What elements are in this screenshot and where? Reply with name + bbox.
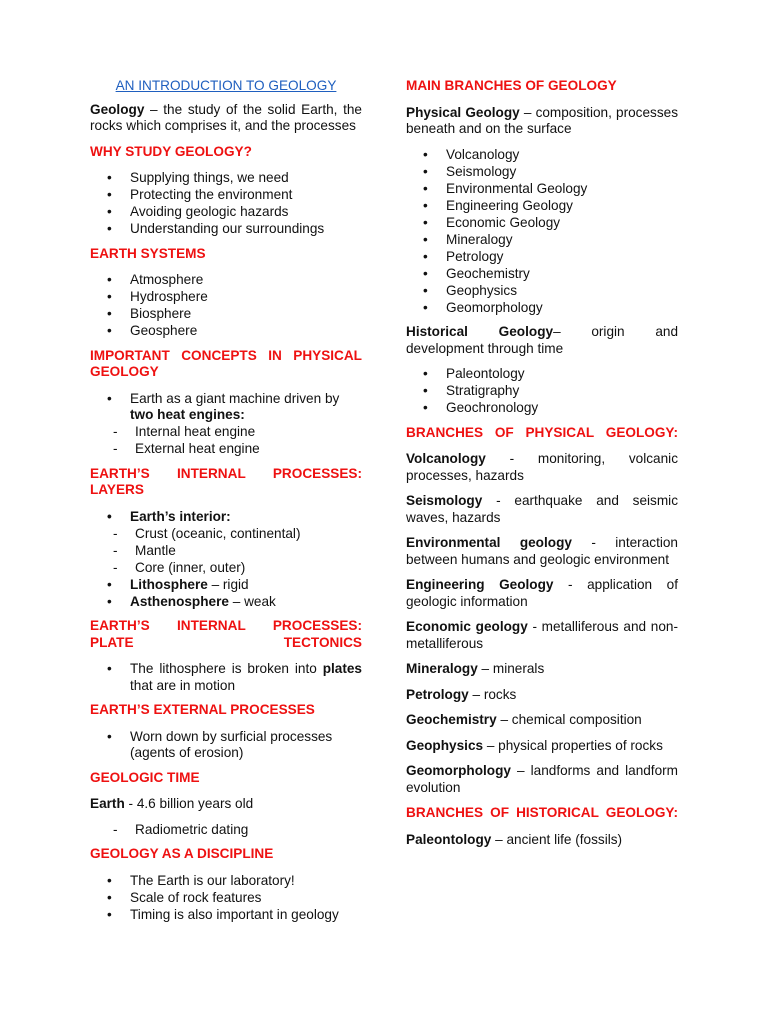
definition-text: – chemical composition bbox=[496, 712, 642, 727]
list-item: • Biosphere bbox=[90, 306, 362, 323]
list-item: • Geochemistry bbox=[406, 266, 678, 283]
definition-term: Mineralogy bbox=[406, 661, 478, 676]
definition-text: - interaction between humans and geologic environment bbox=[406, 535, 678, 567]
list-item bbox=[90, 661, 362, 694]
definition bbox=[406, 577, 678, 610]
physical-geology-term: Physical Geology bbox=[406, 104, 520, 120]
definition-text: - earthquake and seismic waves, hazards bbox=[406, 493, 678, 525]
tectonics-list bbox=[90, 661, 362, 694]
physical-geology-definition bbox=[406, 105, 678, 138]
main-branches-heading: MAIN BRANCHES OF GEOLOGY bbox=[406, 78, 617, 93]
list-item: • Earth’s interior: bbox=[90, 509, 362, 526]
list-item: - Radiometric dating bbox=[90, 822, 362, 839]
lithosphere-text: – rigid bbox=[207, 576, 249, 592]
definition-term: Volcanology bbox=[406, 451, 486, 466]
definition bbox=[406, 738, 678, 755]
list-item: • Supplying things, we need bbox=[90, 170, 362, 187]
definition-term: Economic geology bbox=[406, 619, 528, 634]
geology-term: Geology bbox=[90, 101, 145, 117]
list-item: • Economic Geology bbox=[406, 215, 678, 232]
paleontology-text: – ancient life (fossils) bbox=[491, 831, 623, 847]
concepts-list bbox=[90, 391, 362, 458]
definition-term: Geochemistry bbox=[406, 712, 497, 727]
list-item: • Geomorphology bbox=[406, 300, 678, 317]
definition-text: – landforms and landform evolution bbox=[406, 763, 678, 795]
list-item: - Internal heat engine bbox=[90, 424, 362, 441]
definition bbox=[406, 451, 678, 484]
earth-age bbox=[90, 796, 362, 813]
definition bbox=[406, 661, 678, 678]
definition bbox=[406, 687, 678, 704]
list-item bbox=[90, 577, 362, 594]
list-item: • Timing is also important in geology bbox=[90, 907, 362, 924]
external-processes-heading: EARTH’S EXTERNAL PROCESSES bbox=[90, 702, 315, 717]
paleontology-term: Paleontology bbox=[406, 831, 492, 847]
historical-branches-heading: BRANCHES OF HISTORICAL GEOLOGY: bbox=[406, 805, 678, 820]
earth-age-text: - 4.6 billion years old bbox=[124, 796, 254, 811]
definition-text: – minerals bbox=[477, 661, 545, 676]
discipline-heading: GEOLOGY AS A DISCIPLINE bbox=[90, 846, 274, 861]
definition-term: Engineering Geology bbox=[406, 577, 554, 592]
layers-heading: EARTH’S INTERNAL PROCESSES: LAYERS bbox=[90, 465, 362, 497]
list-item: - Core (inner, outer) bbox=[90, 560, 362, 577]
list-item: • The Earth is our laboratory! bbox=[90, 873, 362, 890]
definition-term: Petrology bbox=[406, 686, 469, 702]
physical-branches-heading: BRANCHES OF PHYSICAL GEOLOGY: bbox=[406, 424, 678, 440]
list-item: • Understanding our surroundings bbox=[90, 221, 362, 238]
definition bbox=[406, 535, 678, 568]
earth-systems-heading: EARTH SYSTEMS bbox=[90, 245, 206, 261]
historical-geology-definition bbox=[406, 324, 678, 357]
list-item: • Avoiding geologic hazards bbox=[90, 204, 362, 221]
list-item: • Protecting the environment bbox=[90, 187, 362, 204]
asthenosphere-text: – weak bbox=[228, 593, 276, 609]
important-concepts-heading: IMPORTANT CONCEPTS IN PHYSICAL GEOLOGY bbox=[90, 347, 362, 379]
list-item: • Hydrosphere bbox=[90, 289, 362, 306]
definition bbox=[406, 712, 678, 729]
concept-bold: two heat engines: bbox=[130, 407, 245, 422]
historical-geology-term: Historical Geology bbox=[406, 324, 554, 339]
list-item: • Atmosphere bbox=[90, 272, 362, 289]
earth-systems-list bbox=[90, 272, 362, 340]
definition-text: - application of geologic information bbox=[406, 577, 678, 609]
right-column bbox=[406, 78, 678, 857]
plates-term: plates bbox=[322, 661, 362, 676]
list-item: - Crust (oceanic, continental) bbox=[90, 526, 362, 543]
definition-text: - monitoring, volcanic processes, hazards bbox=[406, 451, 678, 483]
geology-definition-text: – the study of the solid Earth, the rocks which comprises it, and the processes bbox=[90, 101, 362, 133]
geologic-time-heading: GEOLOGIC TIME bbox=[90, 769, 200, 785]
definition-term: Seismology bbox=[406, 493, 483, 508]
document-title: AN INTRODUCTION TO GEOLOGY bbox=[115, 78, 337, 93]
definition bbox=[406, 619, 678, 652]
list-item: • Seismology bbox=[406, 164, 678, 181]
definition-term: Environmental geology bbox=[406, 535, 572, 550]
tectonics-text: The lithosphere is broken into bbox=[130, 661, 323, 676]
list-item: • Scale of rock features bbox=[90, 890, 362, 907]
list-item: • Environmental Geology bbox=[406, 181, 678, 198]
list-item: - Mantle bbox=[90, 543, 362, 560]
left-column bbox=[90, 78, 362, 931]
list-item: • Geosphere bbox=[90, 323, 362, 340]
definition-term: Geomorphology bbox=[406, 763, 511, 778]
external-list bbox=[90, 729, 362, 762]
geology-definition bbox=[90, 102, 362, 135]
list-item: • Worn down by surficial processes (agents of erosion) bbox=[90, 729, 362, 762]
discipline-list bbox=[90, 873, 362, 924]
historical-geology-text: – origin and development through time bbox=[406, 324, 679, 356]
definition-text: – rocks bbox=[468, 686, 517, 702]
definition bbox=[406, 493, 678, 526]
time-list bbox=[90, 822, 362, 839]
definition-term: Geophysics bbox=[406, 737, 484, 753]
tectonics-text-end: that are in motion bbox=[130, 677, 236, 693]
paleontology-definition bbox=[406, 832, 678, 849]
lithosphere-term: Lithosphere bbox=[130, 576, 208, 592]
earth-term: Earth bbox=[90, 796, 125, 811]
historical-branches-list bbox=[406, 366, 678, 417]
list-item bbox=[90, 594, 362, 611]
list-item bbox=[90, 391, 362, 424]
list-item: • Engineering Geology bbox=[406, 198, 678, 215]
list-item: • Geophysics bbox=[406, 283, 678, 300]
physical-geology-text: – composition, processes beneath and on the surface bbox=[406, 104, 678, 136]
list-item: • Volcanology bbox=[406, 147, 678, 164]
why-study-heading: WHY STUDY GEOLOGY? bbox=[90, 143, 252, 159]
list-item: - External heat engine bbox=[90, 441, 362, 458]
physical-branches-list bbox=[406, 147, 678, 317]
why-study-list bbox=[90, 170, 362, 238]
asthenosphere-term: Asthenosphere bbox=[130, 593, 229, 609]
list-item: • Geochronology bbox=[406, 400, 678, 417]
definition bbox=[406, 763, 678, 796]
list-item: • Stratigraphy bbox=[406, 383, 678, 400]
definition-text: - metalliferous and non-metalliferous bbox=[406, 619, 678, 651]
definition-text: – physical properties of rocks bbox=[483, 737, 663, 753]
layers-list bbox=[90, 509, 362, 611]
list-item: • Paleontology bbox=[406, 366, 678, 383]
plate-tectonics-heading: EARTH’S INTERNAL PROCESSES: PLATE TECTONICS bbox=[90, 618, 362, 650]
concept-text: Earth as a giant machine driven by bbox=[130, 390, 340, 406]
list-item: • Petrology bbox=[406, 249, 678, 266]
list-item: • Mineralogy bbox=[406, 232, 678, 249]
